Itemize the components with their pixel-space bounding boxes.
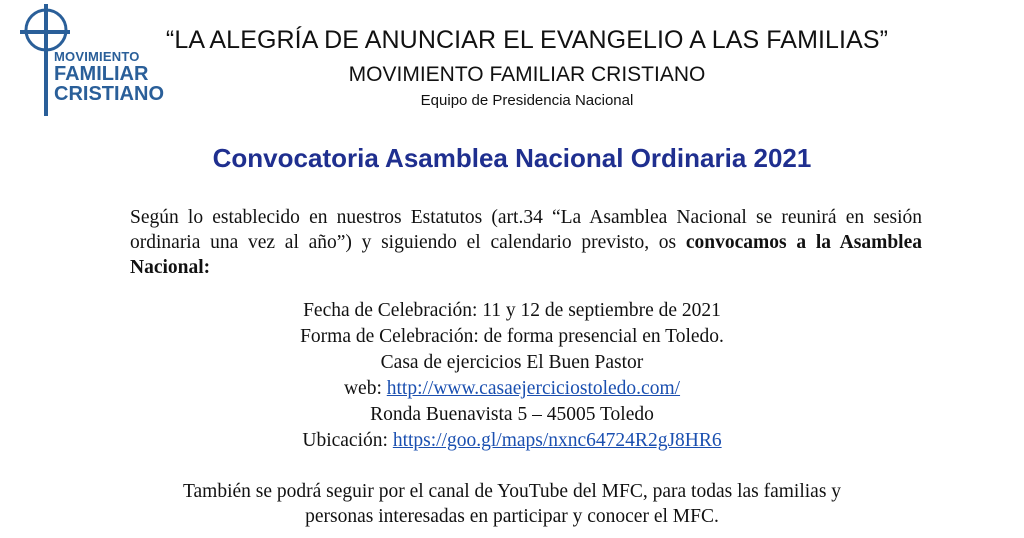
closing-paragraph [0,479,1024,529]
logo-line-3: CRISTIANO [54,83,164,105]
document-title: Convocatoria Asamblea Nacional Ordinaria 2021 [212,143,812,173]
closing-line-2: personas interesadas en participar y conocer el MFC. [305,506,719,527]
closing-line-1: También se podrá seguir por el canal de YouTube del MFC, para todas las familias y [182,481,842,502]
location-link[interactable]: https://goo.gl/maps/nxnc64724R2gJ8HR6 [392,430,722,451]
event-address: Ronda Buenavista 5 – 45005 Toledo [370,404,654,425]
logo-wordmark [54,50,164,104]
web-link[interactable]: http://www.casaejerciciostoledo.com/ [386,378,681,399]
intro-bold-text: convocamos a la Asamblea Nacional: [130,232,922,278]
event-format: Forma de Celebración: de forma presencial en Toledo. [300,326,724,347]
logo-line-2: FAMILIAR [54,63,149,85]
web-label: web: [343,378,387,399]
mfc-logo [18,4,164,116]
motto-heading: “LA ALEGRÍA DE ANUNCIAR EL EVANGELIO A LAS FAMILIAS” [165,26,889,54]
event-location-row [0,428,1024,454]
event-details [0,298,1024,454]
organization-name: MOVIMIENTO FAMILIAR CRISTIANO [348,63,706,86]
intro-paragraph [130,205,922,280]
intro-text: Según lo establecido en nuestros Estatutos (art.34 “La Asamblea Nacional se reunirá en sesión ordinaria una vez al año”) y siguiendo el calendario previsto, os [130,207,922,253]
team-name: Equipo de Presidencia Nacional [420,92,634,109]
location-label: Ubicación: [302,430,393,451]
event-venue: Casa de ejercicios El Buen Pastor [380,352,644,373]
logo-line-1: MOVIMIENTO [54,49,140,64]
event-web-row [0,376,1024,402]
event-date: Fecha de Celebración: 11 y 12 de septiembre de 2021 [303,300,721,321]
